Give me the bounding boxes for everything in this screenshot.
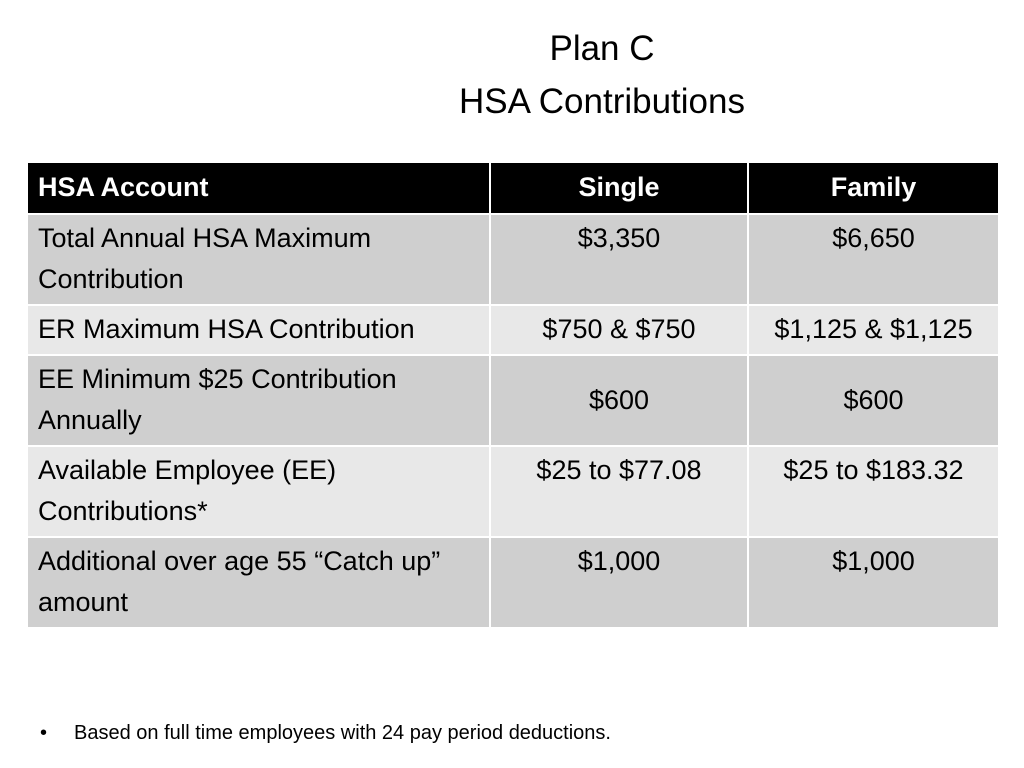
single-value: $600: [490, 355, 748, 446]
table-header-row: [27, 162, 999, 214]
footnote: [40, 716, 611, 750]
table-row: [27, 446, 999, 537]
header-family: Family: [748, 162, 999, 214]
table-row: [27, 305, 999, 355]
table-row: [27, 537, 999, 628]
family-value: $1,000: [748, 537, 999, 628]
family-value: $6,650: [748, 214, 999, 305]
family-value: $600: [748, 355, 999, 446]
bullet-marker: •: [40, 722, 48, 744]
row-label: Additional over age 55 “Catch up” amount: [27, 537, 490, 628]
row-label: Available Employee (EE) Contributions*: [27, 446, 490, 537]
slide-title: [180, 22, 1024, 128]
row-label: ER Maximum HSA Contribution: [27, 305, 490, 355]
header-single: Single: [490, 162, 748, 214]
row-label: EE Minimum $25 Contribution Annually: [27, 355, 490, 446]
single-value: $1,000: [490, 537, 748, 628]
title-line-2: HSA Contributions: [459, 82, 745, 121]
header-hsa-account: HSA Account: [27, 162, 490, 214]
footnote-text: Based on full time employees with 24 pay period deductions.: [74, 722, 611, 744]
family-value: $1,125 & $1,125: [748, 305, 999, 355]
table-row: [27, 355, 999, 446]
single-value: $750 & $750: [490, 305, 748, 355]
single-value: $25 to $77.08: [490, 446, 748, 537]
row-label: Total Annual HSA Maximum Contribution: [27, 214, 490, 305]
single-value: $3,350: [490, 214, 748, 305]
hsa-contributions-table: [26, 161, 1000, 629]
table-row: [27, 214, 999, 305]
title-line-1: Plan C: [549, 29, 655, 68]
family-value: $25 to $183.32: [748, 446, 999, 537]
